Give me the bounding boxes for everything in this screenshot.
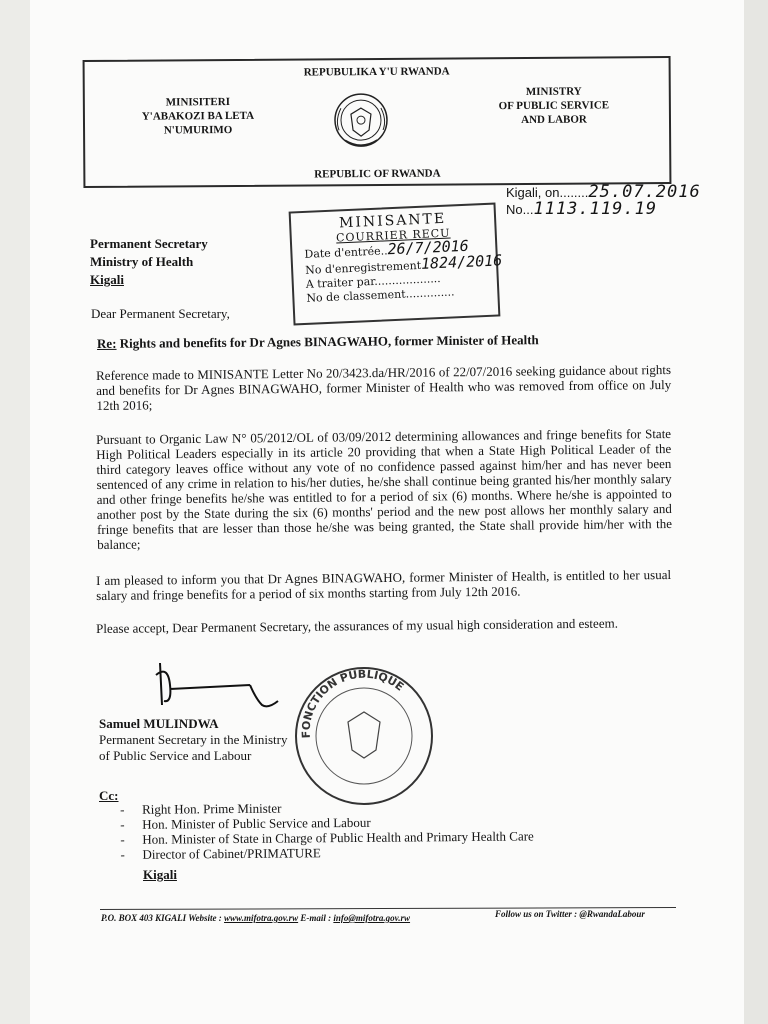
addressee-line3: Kigali: [90, 272, 124, 287]
salutation: Dear Permanent Secretary,: [91, 306, 230, 321]
letterhead-kinyarwanda: MINISITERI Y'ABAKOZI BA LETA N'UMURIMO: [141, 96, 255, 137]
seal-text: FONCTION PUBLIQUE: [299, 667, 407, 739]
paragraph-entitlement: I am pleased to inform you that Dr Agnes BINAGWAHO, former Minister of Health, is entitled to her usual salary and fringe benefits for a period of six months starting from July 12th 2016.: [96, 566, 672, 603]
list-item: - Hon. Minister of Public Service and Labour: [120, 813, 534, 832]
footer-twitter: Follow us on Twitter : @RwandaLabour: [495, 909, 645, 919]
official-seal-stamp: [280, 660, 448, 810]
stamp-registration-value: 1824/2016: [420, 251, 503, 273]
cc-list: [120, 798, 534, 862]
addressee-line2: Ministry of Health: [90, 254, 194, 269]
cc-label: Cc:: [99, 788, 119, 803]
received-stamp: MINISANTE COURRIER RECU Date d'entrée..26/7/2016 No d'enregistrement1824/2016 A traiter par................... No de classement..............: [289, 203, 501, 326]
paragraph-reference: Reference made to MINISANTE Letter No 20/3423.da/HR/2016 of 22/07/2016 seeking guidance about rights and benefits for Dr Agnes BINAGWAHO, former Minister of Health who was removed from office on July 12th 2016;: [96, 361, 672, 413]
signer-title2: of Public Service and Labour: [99, 748, 252, 763]
scan-edge-right: [744, 0, 768, 1024]
letterhead: [83, 56, 672, 188]
letterhead-top: REPUBULIKA Y'U RWANDA: [303, 65, 450, 79]
signature: [150, 655, 300, 715]
stamp-entry-label: Date d'entrée: [304, 244, 381, 261]
footer-website-link[interactable]: www.mifotra.gov.rw: [224, 913, 299, 923]
footer-email-label: E-mail :: [300, 913, 332, 923]
subject-text: Rights and benefits for Dr Agnes BINAGWAHO, former Minister of Health: [119, 332, 539, 351]
stamp-classification-label: No de classement: [306, 287, 406, 305]
paragraph-organic-law: Pursuant to Organic Law N° 05/2012/OL of 03/09/2012 determining allowances and fringe benefits for State High Political Leaders especially in its article 20 providing that when a State High Political Leader of the third category leaves office without any vote of no confidence passed against him/her and has never been sentenced of any crime in relation to his/her duties, he/she shall continue being granted his/her monthly salary and other fringe benefits he/she was entitled to for a period of six (6) months. Where he/she is appointed to another post by the State during the six (6) months' period and the new post allows her monthly salary and fringe benefits that are lesser than those he/she was being granted, the State shall provide him/her with the balance;: [96, 425, 673, 552]
svg-text:FONCTION PUBLIQUE: [300, 668, 407, 739]
stamp-registration-label: No d'enregistrement: [304, 258, 422, 277]
number-handwritten: 1113.119.19: [533, 199, 658, 219]
cc-place: Kigali: [143, 867, 177, 882]
stamp-entry-value: 26/7/2016: [387, 236, 470, 259]
footer-address: P.O. BOX 403 KIGALI: [101, 913, 187, 923]
letterhead-english: MINISTRY OF PUBLIC SERVICE AND LABOR: [498, 85, 610, 126]
signer-title1: Permanent Secretary in the Ministry: [99, 732, 288, 747]
signer-name: Samuel MULINDWA: [99, 716, 219, 731]
date-handwritten: 25.07.2016: [588, 182, 701, 202]
signer-block: [99, 716, 287, 764]
list-item: - Director of Cabinet/PRIMATURE: [120, 843, 534, 862]
number-label: No.: [506, 202, 527, 217]
subject-prefix: Re:: [96, 335, 117, 351]
stamp-subtitle: COURRIER RECU: [335, 226, 451, 245]
addressee-line1: Permanent Secretary: [90, 236, 208, 251]
list-item: - Hon. Minister of State in Charge of Public Health and Primary Health Care: [120, 828, 534, 847]
stamp-title: MINISANTE: [338, 210, 447, 232]
footer: [101, 909, 681, 923]
letterhead-bottom: REPUBLIC OF RWANDA: [314, 167, 441, 181]
scan-edge-left: [0, 0, 30, 1024]
subject-line: [97, 332, 539, 352]
footer-email-link[interactable]: info@mifotra.gov.rw: [333, 913, 411, 923]
coat-of-arms-icon: [331, 90, 391, 156]
list-item: - Right Hon. Prime Minister: [120, 798, 534, 817]
place-date-label: Kigali, on: [506, 185, 560, 200]
footer-website-label: Website :: [188, 913, 222, 923]
reference-block: Kigali, on........25.07.2016 No...1113.119.19: [506, 182, 701, 219]
addressee: [90, 235, 208, 289]
paragraph-closing: Please accept, Dear Permanent Secretary, the assurances of my usual high consideration and esteem.: [96, 615, 618, 636]
stamp-handle-label: A traiter par: [305, 274, 375, 291]
